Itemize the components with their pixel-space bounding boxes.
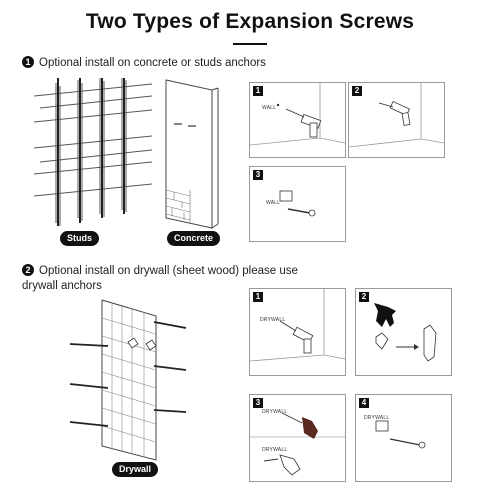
section1-heading-text: Optional install on concrete or studs anchors	[39, 57, 266, 69]
concrete-tag: Concrete	[167, 231, 220, 246]
screw-anchor-icon	[356, 395, 451, 481]
section1-step1-number: 1	[253, 86, 263, 96]
section1-step1-panel	[249, 82, 346, 158]
section1-step2-panel	[348, 82, 445, 158]
section2-step3-number: 3	[253, 398, 263, 408]
section1-heading	[22, 56, 266, 71]
section2-step2-number: 2	[359, 292, 369, 302]
section2-step2-panel	[355, 288, 452, 376]
section2-heading-line2: drywall anchors	[22, 280, 102, 292]
title-underline	[233, 43, 267, 45]
page-title: Two Types of Expansion Screws	[85, 10, 415, 33]
section1-step3-wall-label: WALL	[266, 200, 281, 206]
screw-anchor-icon	[250, 167, 345, 241]
drill-icon	[250, 289, 345, 375]
studs-wall-illustration	[34, 78, 154, 228]
section2-step4-number: 4	[359, 398, 369, 408]
section1-step2-number: 2	[352, 86, 362, 96]
drywall-tag: Drywall	[112, 462, 158, 477]
section2-step3-panel	[249, 394, 346, 482]
hand-tool-icon	[250, 395, 345, 481]
section2-step1-panel	[249, 288, 346, 376]
section2-step1-number: 1	[253, 292, 263, 302]
section2-step3-drywall-label-top: DRYWALL	[262, 409, 288, 415]
drill-icon	[250, 83, 345, 157]
drywall-illustration	[68, 294, 188, 464]
section1-step3-number: 3	[253, 170, 263, 180]
section1-number-badge: 1	[22, 56, 34, 68]
section2-step1-drywall-label: DRYWALL	[260, 317, 286, 323]
section2-step4-drywall-label: DRYWALL	[364, 415, 390, 421]
anchor-insert-icon	[356, 289, 451, 375]
section2-heading-line1: Optional install on drywall (sheet wood) please use	[39, 265, 298, 277]
section1-step3-panel	[249, 166, 346, 242]
hammer-anchor-icon	[349, 83, 444, 157]
studs-tag: Studs	[60, 231, 99, 246]
section2-step3-drywall-label-bottom: DRYWALL	[262, 447, 288, 453]
concrete-wall-illustration	[164, 78, 224, 230]
section1-step1-wall-label: WALL	[262, 105, 277, 111]
section2-step4-panel	[355, 394, 452, 482]
section2-number-badge: 2	[22, 264, 34, 276]
